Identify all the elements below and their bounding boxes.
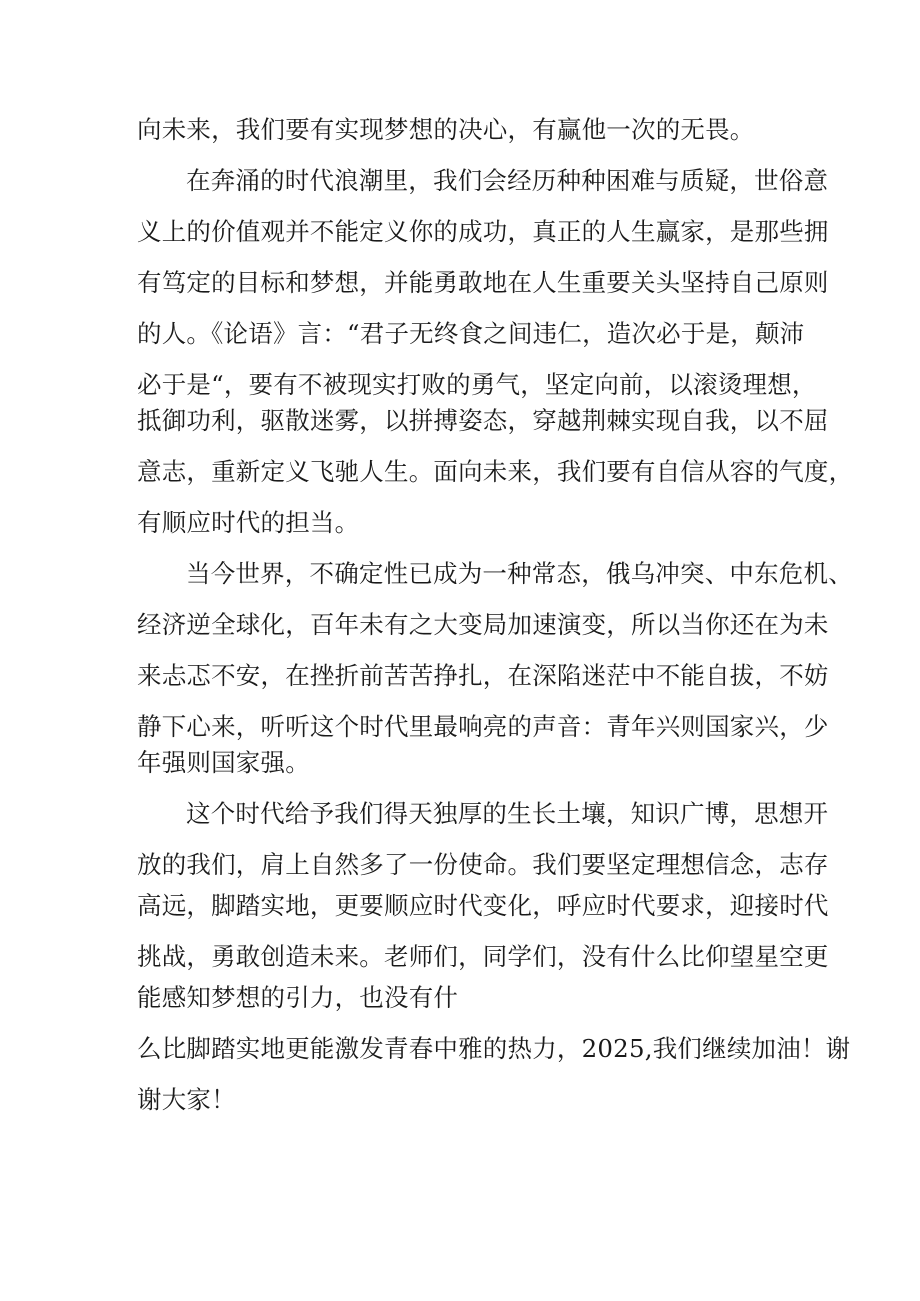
text-line: 有顺应时代的担当。 [137,508,360,537]
text-line: 义上的价值观并不能定义你的成功，真正的人生赢家，是那些拥 [137,217,829,246]
text-line: 的人。《论语》言：“君子无终食之间违仁，造次必于是，颠沛 [137,319,805,348]
text-line: 高远，脚踏实地，更要顺应时代变化，呼应时代要求，迎接时代 [137,891,829,920]
text-line: 放的我们，肩上自然多了一份使命。我们要坚定理想信念，志存 [137,850,829,879]
paragraph-start-line: 在奔涌的时代浪潮里，我们会经历种种困难与质疑，世俗意 [186,166,829,195]
text-line: 能感知梦想的引力，也没有什 [137,983,459,1012]
text-line: 挑战，勇敢创造未来。老师们，同学们，没有什么比仰望星空更 [137,942,829,971]
text-line: 么比脚踏实地更能激发青春中雅的热力，2025,我们继续加油！谢 [137,1034,851,1063]
text-line: 谢大家！ [137,1085,236,1114]
text-line: 有笃定的目标和梦想，并能勇敢地在人生重要关头坚持自己原则 [137,268,829,297]
text-line: 静下心来，听听这个时代里最响亮的声音：青年兴则国家兴，少 [137,712,829,741]
text-line: 来忐忑不安，在挫折前苦苦挣扎，在深陷迷茫中不能自拔，不妨 [137,661,829,690]
paragraph-start-line: 这个时代给予我们得天独厚的生长土壤，知识广博，思想开 [186,799,829,828]
text-line: 意志，重新定义飞驰人生。面向未来，我们要有自信从容的气度， [137,457,854,486]
text-line: 必于是“，要有不被现实打败的勇气，坚定向前，以滚烫理想， [137,370,817,399]
text-line: 向未来，我们要有实现梦想的决心，有赢他一次的无畏。 [137,115,755,144]
text-line: 经济逆全球化，百年未有之大变局加速演变，所以当你还在为未 [137,610,829,639]
text-line: 抵御功利，驱散迷雾，以拼搏姿态，穿越荆棘实现自我，以不屈 [137,406,829,435]
paragraph-start-line: 当今世界，不确定性已成为一种常态，俄乌冲突、中东危机、 [186,559,853,588]
text-line: 年强则国家强。 [137,748,310,777]
